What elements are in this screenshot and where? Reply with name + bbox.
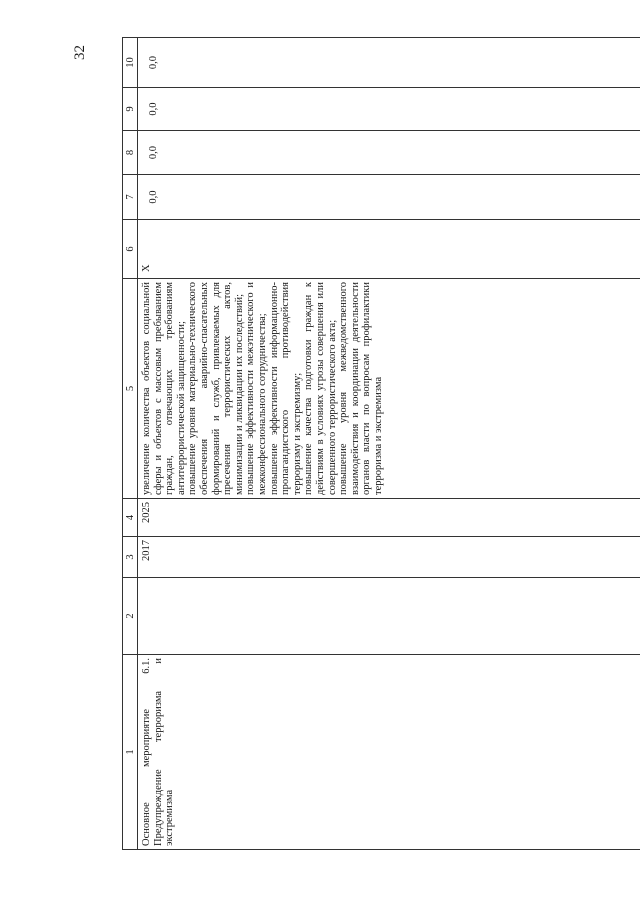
value-cell-9: 0,0 — [138, 88, 640, 131]
col-header-9: 9 — [123, 88, 138, 131]
col-header-5: 5 — [123, 279, 138, 499]
activity-name-cell: Основное мероприятие 6.1. Предупреждение терроризма и экстремизма — [138, 655, 640, 850]
column-numbers-row — [123, 38, 138, 850]
result-item: увеличение количества объектов социальной сферы и объектов с массовым пребыванием граждан, отвечающих требованиям антитеррористической защищенности; — [141, 282, 187, 495]
col-header-1: 1 — [123, 655, 138, 850]
result-item: повышение уровня межведомственного взаимодействия и координации деятельности органов власти по вопросам профилактики терроризма и экстремизма — [338, 282, 384, 495]
expected-results-cell — [138, 279, 640, 499]
value-cell-7: 0,0 — [138, 175, 640, 220]
executor-cell — [138, 578, 640, 655]
col-header-10: 10 — [123, 38, 138, 88]
col-header-2: 2 — [123, 578, 138, 655]
col-header-3: 3 — [123, 537, 138, 578]
col-header-6: 6 — [123, 220, 138, 279]
rotated-page-content — [122, 38, 640, 850]
result-item: повышение эффективности информационно-пропагандистского противодействия терроризму и экстремизму; — [268, 282, 303, 495]
col-header-8: 8 — [123, 131, 138, 175]
program-table — [122, 37, 640, 850]
result-item: повышение качества подготовки граждан к действиям в условиях угрозы совершения или совершенного террористического акта; — [303, 282, 338, 495]
value-cell-8: 0,0 — [138, 131, 640, 175]
col-header-7: 7 — [123, 175, 138, 220]
end-year-cell: 2025 — [138, 499, 640, 537]
value-cell-10: 0,0 — [138, 38, 640, 88]
result-item: повышение уровня материально-технического обеспечения аварийно-спасательных формирований и служб, привлекаемых для пресечения террористических актов, минимизации и ликвидации их последствий; — [187, 282, 245, 495]
result-item: повышение эффективности межэтнического и межконфессионального сотрудничества; — [245, 282, 268, 495]
col-header-4: 4 — [123, 499, 138, 537]
indicator-mark-cell: Х — [138, 220, 640, 279]
page-number: 32 — [72, 45, 88, 60]
table-row — [138, 38, 640, 850]
start-year-cell: 2017 — [138, 537, 640, 578]
